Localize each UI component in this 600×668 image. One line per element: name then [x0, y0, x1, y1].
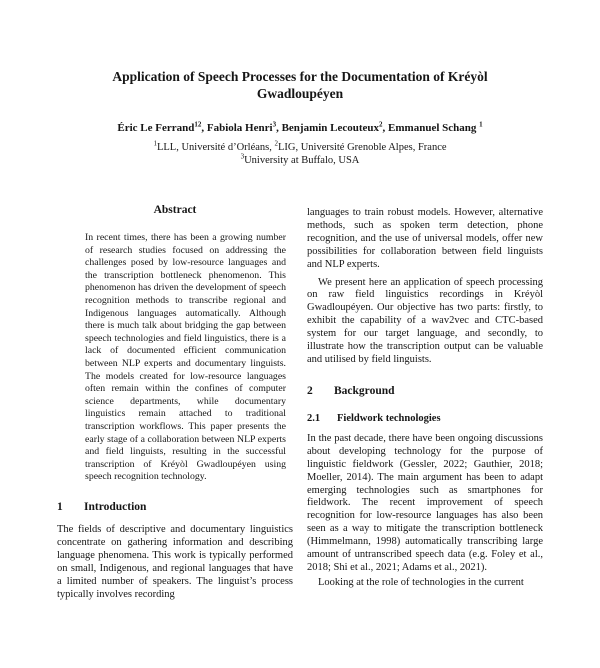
affiliation-text: University at Buffalo, USA: [244, 155, 360, 166]
paper-title: [80, 68, 520, 102]
subsection-title: Fieldwork technologies: [337, 412, 441, 424]
abstract-body: In recent times, there has been a growing number of research studies focused on addressing the challenges posed by low-resource languages and the transcription bottleneck phenomenon. This phenomenon has driven the development of speech recognition methods to transcribe regional and Indigenous languages automatically. Although there is much talk about bridging the gap between speech technologies and field linguistics, there is a lack of documented efficient communication between NLP experts and documentary linguists. The models created for low-resource languages often remain within the confines of computer science departments, while documentary linguistics remain attached to traditional transcription workflows. This paper presents the early stage of a collaboration between NLP experts and field linguists, resulting in the successful transcription of Kréyòl Gwadloupéyen using speech recognition technology.: [85, 232, 286, 483]
author-affiliation-sup: 12: [194, 120, 202, 129]
author-name: Emmanuel Schang: [388, 122, 480, 134]
author-separator: ,: [382, 122, 389, 134]
author-affiliation-sup: 3: [272, 120, 277, 129]
column-left: [57, 204, 293, 601]
subsection-number: 2.1: [307, 412, 321, 424]
introduction-paragraph: The fields of descriptive and documentary linguistics concentrate on gathering information and describing language phenomena. This work is typically performed on small, Indigenous, and regional languages that have a limited number of speakers. The linguist’s process typically involves recording: [57, 524, 293, 600]
affiliation-line-1: [0, 141, 600, 154]
section-number: 1: [57, 501, 63, 513]
author-affiliation-sup: 1: [479, 120, 483, 129]
affiliation-line-2: [0, 154, 600, 167]
affiliation-sup: 2: [274, 139, 278, 148]
author-separator: ,: [201, 122, 207, 134]
affiliation-sup: 3: [240, 152, 245, 161]
paper-title-line1: Application of Speech Processes for the Documentation of Kréyòl: [112, 69, 488, 84]
affiliations: [0, 141, 600, 167]
continued-paragraph: languages to train robust models. However, alternative methods, such as spoken term detection, phone recognition, and the use of universal models, offer new possibilities for collaboration between field linguists and NLP experts.: [307, 207, 543, 270]
section-heading-introduction: [57, 500, 293, 514]
two-column-body: [0, 204, 600, 601]
section-title: Introduction: [84, 501, 147, 513]
column-right: [307, 204, 543, 601]
author-name: Éric Le Ferrand: [117, 122, 195, 134]
section-title: Background: [334, 384, 395, 397]
affiliation-text: LLL, Université d’Orléans,: [156, 142, 275, 153]
fieldwork-paragraph: In the past decade, there have been ongoing discussions about developing technology for the purpose of linguistic fieldwork (Gessler, 2022; Gauthier, 2018; Moeller, 2014). The main argument has been to adapt emerging technologies such as smartphones for fieldwork. The recent improvement of speech recognition for low-resource languages has also been seen as a way to mitigate the transcription bottleneck (Himmelmann, 1998) automatically transcribing large amount of untranscribed speech data (e.g. Foley et al., 2018; Shi et al., 2021; Adams et al., 2021).: [307, 432, 543, 573]
authors-line: [0, 122, 600, 135]
section-number: 2: [307, 384, 313, 397]
author-separator: ,: [276, 122, 282, 134]
affiliation-text: LIG, Université Grenoble Alpes, France: [277, 142, 447, 153]
objective-paragraph: We present here an application of speech processing on raw field linguistics recordings in Kréyòl Gwadloupéyen. Our objective has two parts: firstly, to exhibit the capability of a wav2vec and CTC-based system for our target language, and secondly, to illustrate how the transcription output can be valuable and utilised by field linguists.: [307, 276, 543, 365]
paper-page: [0, 68, 600, 668]
paper-title-line2: Gwadloupéyen: [256, 86, 344, 101]
truncated-paragraph: Looking at the role of technologies in the current: [318, 576, 524, 588]
section-heading-background: [307, 384, 543, 398]
author-affiliation-sup: 2: [379, 120, 383, 129]
author-name: Fabiola Henri: [206, 122, 273, 134]
affiliation-sup: 1: [153, 139, 157, 148]
subsection-heading-fieldwork-technologies: [307, 412, 543, 425]
abstract-heading: Abstract: [153, 204, 197, 216]
author-name: Benjamin Lecouteux: [281, 122, 380, 134]
